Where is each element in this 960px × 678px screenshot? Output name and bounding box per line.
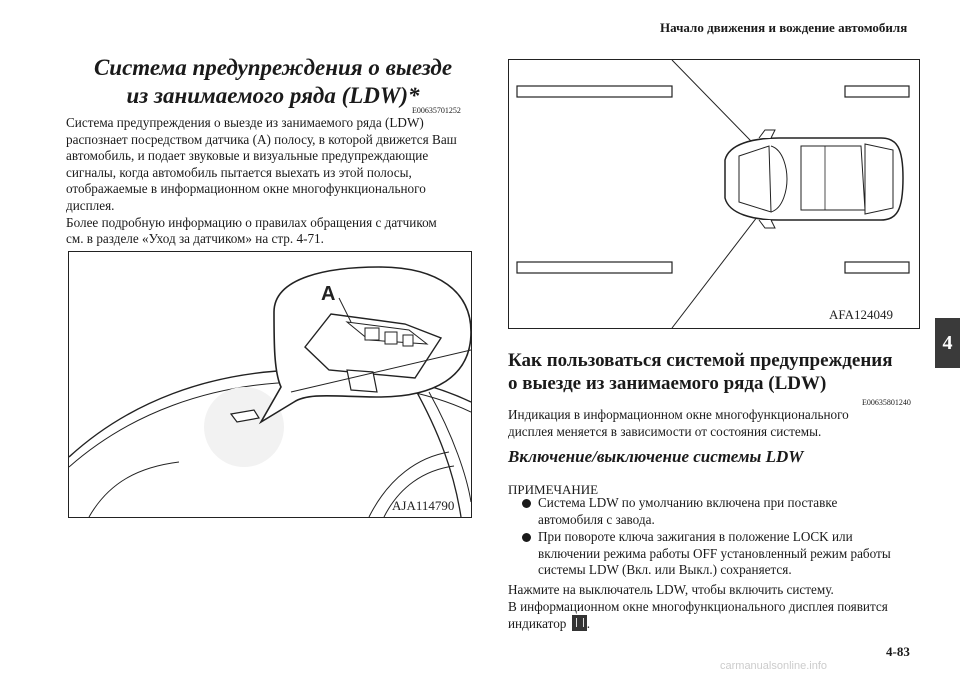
section-title-usage — [508, 349, 928, 395]
activation-instructions — [508, 582, 928, 633]
desc-line: дисплея. — [66, 197, 115, 213]
desc-line: отображаемые в информационном окне многофункционального — [66, 181, 426, 197]
figure-code-lane: AFA124049 — [829, 307, 894, 322]
car-top-view — [725, 130, 903, 228]
desc-line: автомобиль, и подает звуковые и визуальные предупреждающие — [66, 148, 429, 164]
desc-line: Система предупреждения о выезде из занимаемого ряда (LDW) — [66, 115, 424, 130]
desc-line: см. в разделе «Уход за датчиком» на стр. 4-71. — [66, 231, 324, 247]
ldw-description — [66, 115, 480, 248]
lane-marker — [517, 86, 672, 97]
running-header: Начало движения и вождение автомобиля — [660, 20, 908, 35]
desc-line: распознает посредством датчика (A) полосу, в которой движется Ваш — [66, 131, 457, 147]
desc-line: Индикация в информационном окне многофункционального — [508, 407, 849, 422]
note-label: ПРИМЕЧАНИЕ — [508, 482, 599, 497]
section-code-usage: E00635801240 — [862, 398, 911, 407]
section-title-ldw — [66, 54, 480, 110]
sensor-label-a: A — [321, 283, 336, 305]
page-number: 4-83 — [886, 644, 910, 659]
title-line-2: из занимаемого ряда (LDW)* — [126, 83, 420, 108]
list-item: При повороте ключа зажигания в положение LOCK или включении режима работы OFF установленный режим работы системы LDW (Вкл. или Выкл.) сохраняется. — [522, 529, 922, 579]
windshield-sensor-illustration — [69, 252, 471, 517]
subheading-on-off: Включение/выключение системы LDW — [508, 447, 804, 466]
desc-line: дисплея меняется в зависимости от состояния системы. — [508, 423, 822, 439]
lane-marker — [845, 86, 909, 97]
figure-sensor-location — [68, 251, 472, 518]
instruction-line: индикатор . — [508, 616, 590, 632]
lane-marker — [845, 262, 909, 273]
watermark: carmanualsonline.info — [720, 660, 828, 672]
instruction-line: В информационном окне многофункционального дисплея появится — [508, 598, 888, 614]
title-line-1: Как пользоваться системой предупреждения — [508, 350, 893, 371]
desc-line: Более подробную информацию о правилах обращения с датчиком — [66, 214, 437, 230]
chapter-tab: 4 — [935, 318, 960, 368]
figure-code-sensor: AJA114790 — [392, 498, 455, 513]
lane-detection-illustration — [509, 60, 919, 328]
figure-lane-detection — [508, 59, 920, 329]
instruction-line: Нажмите на выключатель LDW, чтобы включить систему. — [508, 582, 834, 597]
lane-departure-icon — [572, 615, 587, 631]
usage-description — [508, 407, 928, 440]
title-line-2: о выезде из занимаемого ряда (LDW) — [508, 373, 827, 394]
list-item: Система LDW по умолчанию включена при поставке автомобиля с завода. — [522, 495, 922, 528]
section-code-ldw: E00635701252 — [412, 106, 461, 115]
desc-line: сигналы, когда автомобиль пытается выехать из этой полосы, — [66, 164, 412, 180]
title-line-1: Система предупреждения о выезде — [93, 55, 453, 80]
note-list — [522, 495, 922, 580]
lane-marker — [517, 262, 672, 273]
